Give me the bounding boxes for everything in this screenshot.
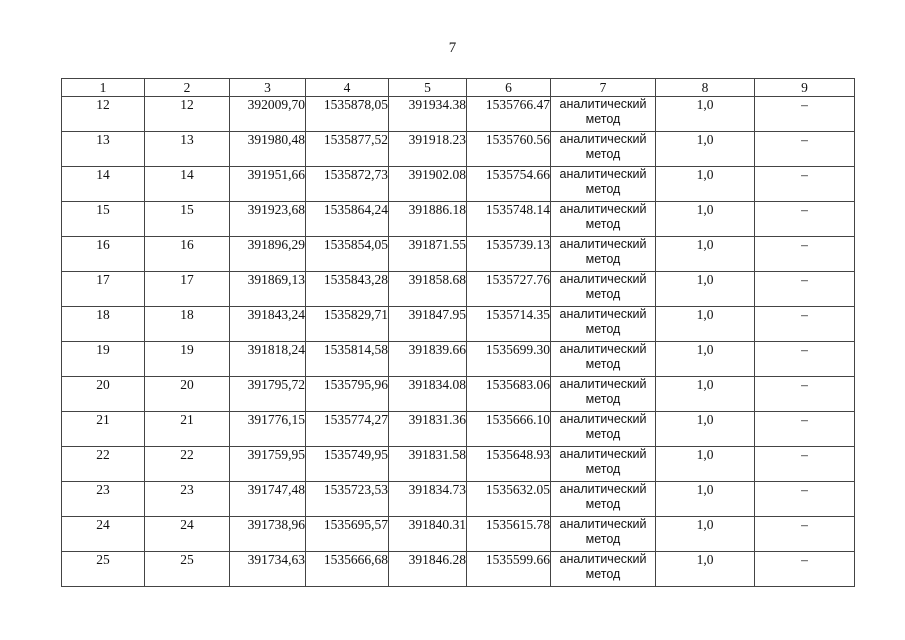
point-number-cell: 20 <box>62 377 145 412</box>
coordinate-y-cell: 1535695,57 <box>306 517 389 552</box>
point-number-cell: 15 <box>145 202 230 237</box>
table-row <box>62 517 855 552</box>
coordinate-y-cell: 1535748.14 <box>467 202 551 237</box>
accuracy-cell: 1,0 <box>656 447 755 482</box>
description-cell: – <box>755 447 855 482</box>
method-line-1: аналитический <box>559 272 647 286</box>
method-line-2: метод <box>585 252 621 266</box>
method-cell <box>551 202 656 237</box>
coordinate-x-cell: 391818,24 <box>230 342 306 377</box>
description-cell: – <box>755 97 855 132</box>
coordinate-x-cell: 391923,68 <box>230 202 306 237</box>
description-cell: – <box>755 342 855 377</box>
table-row <box>62 132 855 167</box>
point-number-cell: 17 <box>145 272 230 307</box>
point-number-cell: 13 <box>62 132 145 167</box>
method-cell <box>551 447 656 482</box>
table-row <box>62 237 855 272</box>
method-line-1: аналитический <box>559 202 647 216</box>
column-header-7: 7 <box>551 79 656 97</box>
method-cell <box>551 342 656 377</box>
coordinate-y-cell: 1535723,53 <box>306 482 389 517</box>
method-cell <box>551 272 656 307</box>
coordinate-x-cell: 391846.28 <box>389 552 467 587</box>
method-line-1: аналитический <box>559 132 647 146</box>
accuracy-cell: 1,0 <box>656 552 755 587</box>
coordinate-y-cell: 1535754.66 <box>467 167 551 202</box>
description-cell: – <box>755 167 855 202</box>
coordinate-x-cell: 391858.68 <box>389 272 467 307</box>
coordinate-y-cell: 1535760.56 <box>467 132 551 167</box>
column-header-2: 2 <box>145 79 230 97</box>
accuracy-cell: 1,0 <box>656 342 755 377</box>
method-cell <box>551 482 656 517</box>
point-number-cell: 20 <box>145 377 230 412</box>
point-number-cell: 25 <box>62 552 145 587</box>
point-number-cell: 22 <box>62 447 145 482</box>
point-number-cell: 14 <box>62 167 145 202</box>
accuracy-cell: 1,0 <box>656 412 755 447</box>
method-cell <box>551 412 656 447</box>
method-cell <box>551 167 656 202</box>
point-number-cell: 24 <box>145 517 230 552</box>
coordinates-table <box>61 78 855 587</box>
coordinate-y-cell: 1535683.06 <box>467 377 551 412</box>
coordinate-x-cell: 391843,24 <box>230 307 306 342</box>
table-row <box>62 412 855 447</box>
column-header-9: 9 <box>755 79 855 97</box>
column-header-6: 6 <box>467 79 551 97</box>
method-line-1: аналитический <box>559 517 647 531</box>
point-number-cell: 21 <box>145 412 230 447</box>
point-number-cell: 21 <box>62 412 145 447</box>
coordinate-y-cell: 1535666.10 <box>467 412 551 447</box>
accuracy-cell: 1,0 <box>656 482 755 517</box>
table-row <box>62 167 855 202</box>
method-line-1: аналитический <box>559 412 647 426</box>
method-cell <box>551 97 656 132</box>
method-line-2: метод <box>585 532 621 546</box>
accuracy-cell: 1,0 <box>656 237 755 272</box>
point-number-cell: 13 <box>145 132 230 167</box>
accuracy-cell: 1,0 <box>656 307 755 342</box>
description-cell: – <box>755 132 855 167</box>
point-number-cell: 19 <box>145 342 230 377</box>
table-row <box>62 447 855 482</box>
point-number-cell: 12 <box>62 97 145 132</box>
method-line-2: метод <box>585 217 621 231</box>
table-row <box>62 552 855 587</box>
point-number-cell: 25 <box>145 552 230 587</box>
method-line-1: аналитический <box>559 482 647 496</box>
coordinate-x-cell: 391869,13 <box>230 272 306 307</box>
column-header-1: 1 <box>62 79 145 97</box>
coordinate-x-cell: 391980,48 <box>230 132 306 167</box>
coordinate-x-cell: 391759,95 <box>230 447 306 482</box>
point-number-cell: 18 <box>145 307 230 342</box>
coordinate-y-cell: 1535766.47 <box>467 97 551 132</box>
table-row <box>62 97 855 132</box>
method-line-1: аналитический <box>559 237 647 251</box>
method-line-2: метод <box>585 112 621 126</box>
method-cell <box>551 377 656 412</box>
method-line-1: аналитический <box>559 307 647 321</box>
point-number-cell: 12 <box>145 97 230 132</box>
coordinate-y-cell: 1535864,24 <box>306 202 389 237</box>
point-number-cell: 14 <box>145 167 230 202</box>
column-header-8: 8 <box>656 79 755 97</box>
coordinate-x-cell: 391847.95 <box>389 307 467 342</box>
table-row <box>62 272 855 307</box>
description-cell: – <box>755 552 855 587</box>
description-cell: – <box>755 517 855 552</box>
coordinate-x-cell: 391795,72 <box>230 377 306 412</box>
method-line-2: метод <box>585 357 621 371</box>
accuracy-cell: 1,0 <box>656 97 755 132</box>
coordinate-y-cell: 1535829,71 <box>306 307 389 342</box>
table-body <box>62 97 855 587</box>
coordinate-y-cell: 1535872,73 <box>306 167 389 202</box>
coordinate-x-cell: 392009,70 <box>230 97 306 132</box>
point-number-cell: 24 <box>62 517 145 552</box>
method-line-1: аналитический <box>559 342 647 356</box>
method-line-2: метод <box>585 392 621 406</box>
coordinate-x-cell: 391834.08 <box>389 377 467 412</box>
coordinate-x-cell: 391738,96 <box>230 517 306 552</box>
coordinate-y-cell: 1535714.35 <box>467 307 551 342</box>
point-number-cell: 19 <box>62 342 145 377</box>
table-row <box>62 342 855 377</box>
method-line-2: метод <box>585 182 621 196</box>
point-number-cell: 18 <box>62 307 145 342</box>
coordinate-y-cell: 1535727.76 <box>467 272 551 307</box>
description-cell: – <box>755 307 855 342</box>
point-number-cell: 17 <box>62 272 145 307</box>
description-cell: – <box>755 272 855 307</box>
description-cell: – <box>755 482 855 517</box>
method-line-1: аналитический <box>559 167 647 181</box>
point-number-cell: 22 <box>145 447 230 482</box>
accuracy-cell: 1,0 <box>656 272 755 307</box>
coordinate-x-cell: 391776,15 <box>230 412 306 447</box>
method-cell <box>551 132 656 167</box>
point-number-cell: 16 <box>62 237 145 272</box>
method-line-1: аналитический <box>559 97 647 111</box>
accuracy-cell: 1,0 <box>656 517 755 552</box>
coordinate-x-cell: 391840.31 <box>389 517 467 552</box>
description-cell: – <box>755 202 855 237</box>
coordinate-x-cell: 391896,29 <box>230 237 306 272</box>
method-line-2: метод <box>585 462 621 476</box>
column-header-5: 5 <box>389 79 467 97</box>
column-header-3: 3 <box>230 79 306 97</box>
point-number-cell: 16 <box>145 237 230 272</box>
coordinate-x-cell: 391831.58 <box>389 447 467 482</box>
coordinate-y-cell: 1535615.78 <box>467 517 551 552</box>
method-line-1: аналитический <box>559 552 647 566</box>
coordinate-x-cell: 391831.36 <box>389 412 467 447</box>
coordinate-y-cell: 1535599.66 <box>467 552 551 587</box>
coordinate-x-cell: 391934.38 <box>389 97 467 132</box>
coordinate-y-cell: 1535854,05 <box>306 237 389 272</box>
method-line-2: метод <box>585 497 621 511</box>
coordinate-x-cell: 391834.73 <box>389 482 467 517</box>
coordinate-y-cell: 1535774,27 <box>306 412 389 447</box>
coordinate-x-cell: 391871.55 <box>389 237 467 272</box>
coordinate-x-cell: 391902.08 <box>389 167 467 202</box>
table-row <box>62 307 855 342</box>
coordinate-y-cell: 1535648.93 <box>467 447 551 482</box>
coordinate-x-cell: 391951,66 <box>230 167 306 202</box>
coordinate-x-cell: 391886.18 <box>389 202 467 237</box>
table-header <box>62 79 855 97</box>
accuracy-cell: 1,0 <box>656 377 755 412</box>
table-row <box>62 482 855 517</box>
method-line-1: аналитический <box>559 447 647 461</box>
description-cell: – <box>755 377 855 412</box>
point-number-cell: 23 <box>145 482 230 517</box>
method-line-2: метод <box>585 147 621 161</box>
accuracy-cell: 1,0 <box>656 132 755 167</box>
method-line-2: метод <box>585 322 621 336</box>
coordinate-x-cell: 391734,63 <box>230 552 306 587</box>
coordinate-y-cell: 1535666,68 <box>306 552 389 587</box>
coordinate-y-cell: 1535877,52 <box>306 132 389 167</box>
method-cell <box>551 307 656 342</box>
page-number: 7 <box>448 40 457 56</box>
coordinate-x-cell: 391747,48 <box>230 482 306 517</box>
accuracy-cell: 1,0 <box>656 167 755 202</box>
coordinate-y-cell: 1535814,58 <box>306 342 389 377</box>
coordinate-y-cell: 1535749,95 <box>306 447 389 482</box>
method-line-2: метод <box>585 287 621 301</box>
coordinate-y-cell: 1535699.30 <box>467 342 551 377</box>
method-line-2: метод <box>585 427 621 441</box>
table-row <box>62 377 855 412</box>
coordinate-y-cell: 1535739.13 <box>467 237 551 272</box>
table-row <box>62 202 855 237</box>
coordinate-x-cell: 391839.66 <box>389 342 467 377</box>
header-row <box>62 79 855 97</box>
coordinate-y-cell: 1535843,28 <box>306 272 389 307</box>
coordinate-y-cell: 1535878,05 <box>306 97 389 132</box>
description-cell: – <box>755 412 855 447</box>
point-number-cell: 23 <box>62 482 145 517</box>
coordinate-y-cell: 1535632.05 <box>467 482 551 517</box>
method-cell <box>551 517 656 552</box>
method-cell <box>551 552 656 587</box>
accuracy-cell: 1,0 <box>656 202 755 237</box>
column-header-4: 4 <box>306 79 389 97</box>
point-number-cell: 15 <box>62 202 145 237</box>
coordinate-y-cell: 1535795,96 <box>306 377 389 412</box>
coordinate-x-cell: 391918.23 <box>389 132 467 167</box>
method-line-2: метод <box>585 567 621 581</box>
method-line-1: аналитический <box>559 377 647 391</box>
description-cell: – <box>755 237 855 272</box>
method-cell <box>551 237 656 272</box>
